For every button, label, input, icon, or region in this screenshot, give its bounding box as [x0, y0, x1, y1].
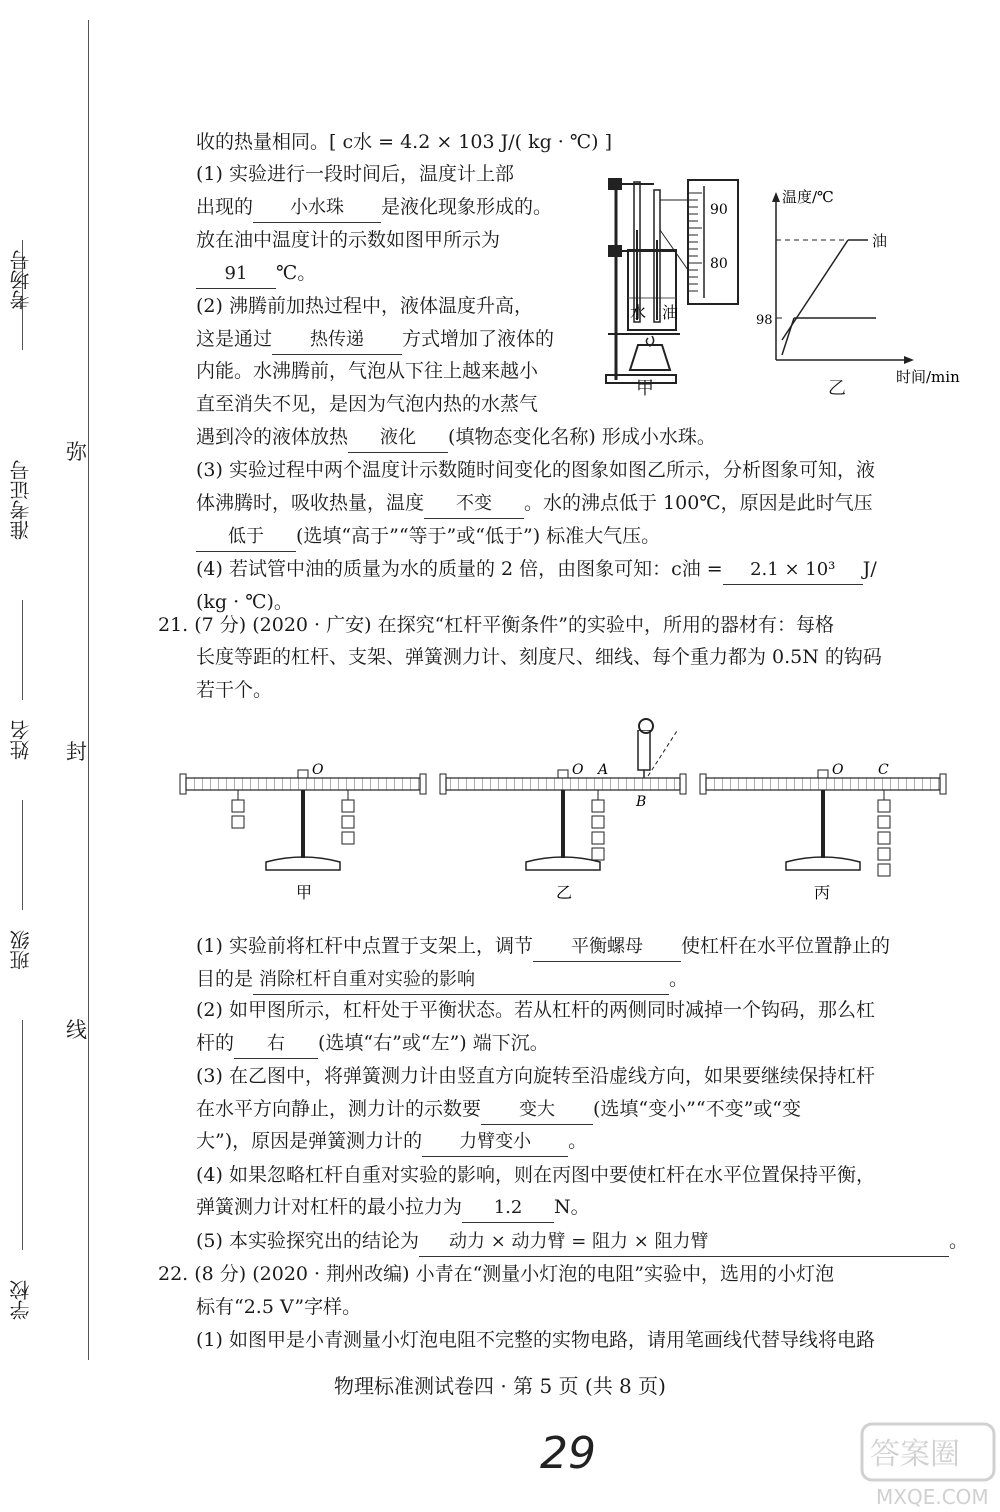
text: (选填“变小”“不变”或“变	[593, 1098, 801, 1120]
answer-blank: 变大	[481, 1096, 593, 1125]
text: 。水的沸点低于 100℃，原因是此时气压	[524, 492, 873, 514]
answer-blank: 右	[234, 1030, 318, 1059]
answer-blank: 力臂变小	[422, 1128, 568, 1157]
tick-90: 90	[710, 202, 728, 218]
q20-p2-a: (2) 沸腾前加热过程中，液体温度升高，	[196, 295, 533, 317]
water-label: 水	[630, 303, 647, 322]
text: 。	[669, 968, 689, 990]
q20-p4-b: (kg · ℃)。	[196, 591, 293, 613]
q21-p3-a: (3) 在乙图中，将弹簧测力计由竖直方向旋转至沿虚线方向，如果要继续保持杠杆	[196, 1065, 875, 1087]
q21-p4-b	[196, 1193, 590, 1223]
text: 使杠杆在水平位置静止的	[680, 935, 890, 957]
q20-p1-a: (1) 实验进行一段时间后，温度计上部	[196, 163, 514, 185]
text: 目的是	[196, 968, 254, 990]
text: 是液化现象形成的。	[381, 196, 553, 218]
answer-blank: 不变	[424, 490, 524, 519]
answer-blank: 消除杠杆自重对实验的影响	[253, 966, 669, 995]
thermometer-scale	[686, 178, 742, 308]
answer-blank: 低于	[196, 523, 296, 552]
pivot-o: O	[832, 762, 844, 778]
school-label: 学校	[9, 1280, 33, 1320]
q20-p3-b	[196, 489, 873, 519]
y-axis-label: 温度/℃	[782, 188, 834, 206]
text: ℃。	[276, 262, 317, 284]
q20-p2-b	[196, 325, 554, 355]
text: 大”)，原因是弹簧测力计的	[196, 1130, 423, 1152]
q21-p2-b	[196, 1029, 549, 1059]
q21-p2-a: (2) 如甲图所示，杠杆处于平衡状态。若从杠杆的两侧同时减掉一个钩码，那么杠	[196, 999, 875, 1021]
text: 。	[948, 1230, 968, 1252]
q20-p1-d	[196, 259, 316, 289]
tick-80: 80	[710, 256, 728, 272]
q21-p3-c	[196, 1127, 587, 1157]
oil-label: 油	[662, 303, 679, 322]
binding-line	[88, 20, 89, 1360]
answer-blank: 91	[196, 260, 276, 289]
watermark-text: 答案圈	[870, 1437, 960, 1472]
text: (选填“右”或“左”) 端下沉。	[318, 1032, 549, 1054]
q20-p2-e	[196, 423, 716, 453]
q21-head-2: 长度等距的杠杆、支架、弹簧测力计、刻度尺、细线、每个重力都为 0.5N 的钩码	[196, 646, 882, 668]
answer-blank: 动力 × 动力臂 = 阻力 × 阻力臂	[419, 1228, 949, 1257]
q20-p3-c	[196, 522, 660, 552]
text: 这是通过	[196, 328, 273, 350]
text: 体沸腾时，吸收热量，温度	[196, 492, 425, 514]
watermark-logo	[858, 1420, 998, 1510]
q22-p1: (1) 如图甲是小青测量小灯泡电阻不完整的实物电路，请用笔画线代替导线将电路	[196, 1329, 875, 1351]
q22-head-2: 标有“2.5 V”字样。	[196, 1296, 362, 1318]
q21-p4-a: (4) 如果忽略杠杆自重对实验的影响，则在丙图中要使杠杆在水平位置保持平衡，	[196, 1164, 875, 1186]
text: 出现的	[196, 196, 254, 218]
tick-98: 98	[756, 313, 773, 328]
text: (选填“高于”“等于”或“低于”) 标准大气压。	[296, 525, 661, 547]
q20-p1-b	[196, 193, 552, 223]
point-a: A	[598, 762, 609, 778]
q21-p3-b	[196, 1095, 801, 1125]
text: 方式增加了液体的	[402, 328, 555, 350]
oil-curve-label: 油	[872, 232, 888, 250]
point-c: C	[878, 762, 889, 778]
q21-head-3: 若干个。	[196, 679, 273, 701]
point-b: B	[636, 794, 647, 810]
q20-intro: 收的热量相同。[ c水 = 4.2 × 103 J/( kg · ℃) ]	[196, 131, 612, 153]
text: (填物态变化名称) 形成小水珠。	[448, 426, 716, 448]
q20-p3-a: (3) 实验过程中两个温度计示数随时间变化的图象如图乙所示，分析图象可知，液	[196, 459, 875, 481]
text: 。	[568, 1130, 588, 1152]
watermark-url: MXQE.COM	[876, 1485, 989, 1509]
seal-char: 线	[66, 1018, 87, 1042]
text: 在水平方向静止，测力计的示数要	[196, 1098, 482, 1120]
answer-blank: 热传递	[272, 326, 402, 355]
binding-margin	[0, 0, 92, 1512]
q20-p2-c: 内能。水沸腾前，气泡从下往上越来越小	[196, 360, 539, 382]
answer-blank: 液化	[348, 424, 448, 453]
q21-p1-a	[196, 932, 890, 962]
spring-scale-ring	[638, 718, 654, 734]
figure-yi-graph	[748, 180, 980, 400]
q20-p2-d: 直至消失不见，是因为气泡内热的水蒸气	[196, 393, 539, 415]
answer-blank: 2.1 × 10³	[723, 556, 863, 585]
text: (5) 本实验探究出的结论为	[196, 1230, 419, 1252]
q22-head-1: 22. (8 分) (2020 · 荆州改编) 小青在“测量小灯泡的电阻”实验中，选用的小灯泡	[158, 1263, 835, 1285]
q20-p4-a	[196, 555, 877, 585]
binding-dash	[22, 600, 23, 700]
q20-p1-c: 放在油中温度计的示数如图甲所示为	[196, 229, 501, 251]
figure-yi-label: 乙	[828, 378, 846, 399]
q21-p1-b	[196, 965, 688, 995]
text: N。	[554, 1196, 590, 1218]
lever-yi-label: 乙	[556, 883, 573, 902]
lever-yi	[440, 730, 686, 870]
lever-figures	[178, 730, 978, 910]
binding-dash	[22, 800, 23, 910]
answer-blank: 小水珠	[253, 194, 381, 223]
seal-char: 弥	[66, 440, 87, 464]
pivot-o: O	[312, 762, 324, 778]
pivot-o: O	[572, 762, 584, 778]
class-label: 班级	[9, 930, 33, 970]
q21-p5	[196, 1227, 968, 1257]
seal-char: 封	[66, 740, 87, 764]
text: 杆的	[196, 1032, 235, 1054]
page-footer: 物理标准测试卷四 · 第 5 页 (共 8 页)	[334, 1374, 666, 1398]
lever-bing	[700, 762, 946, 876]
figure-jia-label: 甲	[636, 378, 654, 399]
name-label: 姓名	[9, 720, 33, 760]
lever-bing-label: 丙	[814, 883, 831, 902]
answer-blank: 平衡螺母	[533, 933, 681, 962]
answer-blank: 1.2	[462, 1194, 554, 1223]
text: 弹簧测力计对杠杆的最小拉力为	[196, 1196, 463, 1218]
text: (1) 实验前将杠杆中点置于支架上，调节	[196, 935, 533, 957]
lever-jia	[180, 762, 426, 870]
handwritten-page-number: 29	[540, 1428, 596, 1479]
q21-head-1: 21. (7 分) (2020 · 广安) 在探究“杠杆平衡条件”的实验中，所用的器材有：每格	[158, 614, 835, 636]
text: 遇到冷的液体放热	[196, 426, 349, 448]
exam-room-label: 考场号	[9, 250, 33, 310]
ticket-no-label: 准考证号	[9, 460, 33, 540]
text: (4) 若试管中油的质量为水的质量的 2 倍，由图象可知：c油 =	[196, 558, 723, 580]
lever-jia-label: 甲	[296, 883, 313, 902]
x-axis-label: 时间/min	[896, 368, 960, 386]
binding-dash	[22, 1020, 23, 1250]
text: J/	[862, 558, 877, 580]
